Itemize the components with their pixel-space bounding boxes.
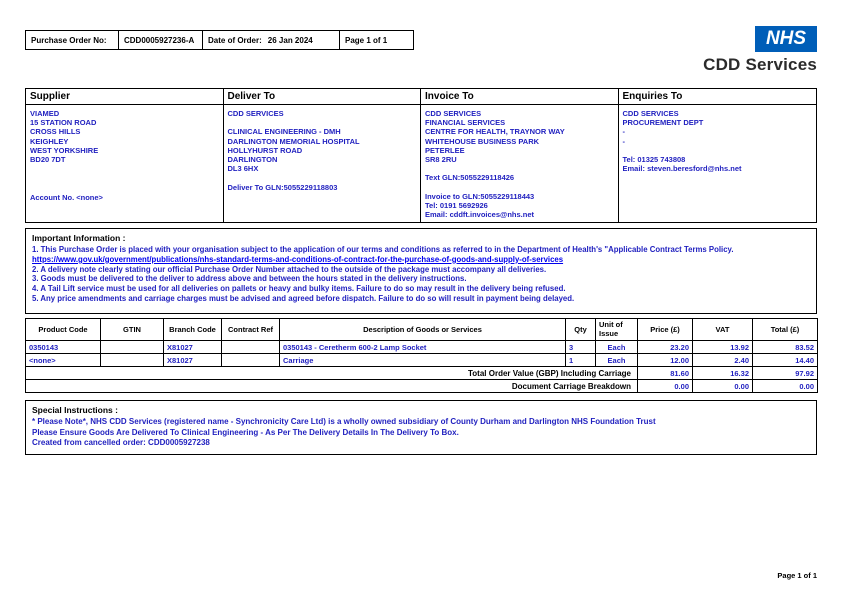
carriage-breakdown-label: Document Carriage Breakdown [26, 380, 638, 393]
terms-link[interactable]: https://www.gov.uk/government/publications/nhs-standard-terms-and-conditions-of-contract-for-the-purchase-of-goods-and-supply-of-services [32, 254, 564, 264]
invoice-to-address [421, 105, 618, 219]
address-line: CENTRE FOR HEALTH, TRAYNOR WAY [425, 127, 565, 137]
supplier-title: Supplier [26, 89, 223, 105]
item-gtin [101, 341, 164, 354]
address-line: VIAMED [30, 109, 60, 118]
brand-block [703, 26, 817, 75]
item-unit: Each [596, 354, 638, 367]
items-header-row [26, 319, 818, 341]
item-qty: 3 [566, 341, 596, 354]
deliver-to-address [224, 105, 421, 192]
carriage-breakdown-row [26, 380, 818, 393]
item-branch-code: X81027 [164, 354, 222, 367]
address-line: SR8 2RU [425, 155, 457, 165]
invoice-phone: Tel: 0191 5692926 [425, 201, 488, 210]
enquiries-to-address [619, 105, 817, 173]
col-contract-ref: Contract Ref [222, 319, 280, 341]
invoice-to-panel [421, 89, 619, 222]
supplier-address [26, 105, 223, 164]
col-vat: VAT [693, 319, 753, 341]
address-table [25, 88, 817, 223]
page-count-cell: Page 1 of 1 [339, 30, 414, 50]
order-date-cell [202, 30, 340, 50]
important-line-3: 3. Goods must be delivered to the deliver to address above and between the hours stated in the delivery instructions. [32, 274, 467, 284]
address-line: FINANCIAL SERVICES [425, 118, 506, 128]
special-instructions-title: Special Instructions : [32, 405, 118, 415]
item-qty: 1 [566, 354, 596, 367]
address-line: KEIGHLEY [30, 136, 69, 146]
carriage-total: 0.00 [753, 380, 818, 393]
deliver-to-panel [224, 89, 422, 222]
address-line: PETERLEE [425, 145, 465, 155]
enquiries-email: Email: steven.beresford@nhs.net [622, 164, 742, 174]
important-line-1: 1. This Purchase Order is placed with your organisation subject to the application of our terms and conditions as referred to in the Department of Health's "Applicable Contract Terms Policy. [32, 245, 734, 254]
col-product-code: Product Code [26, 319, 101, 341]
item-total: 14.40 [753, 354, 818, 367]
address-line: - [622, 127, 625, 137]
address-line: WEST YORKSHIRE [30, 145, 99, 155]
address-line: WHITEHOUSE BUSINESS PARK [425, 136, 540, 146]
address-line [228, 173, 417, 182]
order-total-vat: 16.32 [693, 367, 753, 380]
col-total: Total (£) [753, 319, 818, 341]
org-name: CDD Services [703, 55, 817, 74]
address-line: CROSS HILLS [30, 127, 81, 137]
address-line: BD20 7DT [30, 155, 66, 165]
supplier-account-number: Account No. <none> [30, 193, 103, 202]
item-product-code: 0350143 [26, 341, 101, 354]
carriage-vat: 0.00 [693, 380, 753, 393]
special-line-3: Created from cancelled order: CDD0005927238 [32, 438, 210, 448]
important-line-5: 5. Any price amendments and carriage charges must be advised and agreed before dispatch. Failure to do so will result in payment being delayed. [32, 293, 575, 303]
address-line [425, 164, 614, 173]
address-line: HOLLYHURST ROAD [227, 145, 303, 155]
enquiries-phone: Tel: 01325 743808 [622, 155, 686, 164]
enquiries-to-panel [619, 89, 817, 222]
address-line: DARLINGTON MEMORIAL HOSPITAL [227, 136, 360, 146]
item-vat: 13.92 [693, 341, 753, 354]
order-total-gross: 97.92 [753, 367, 818, 380]
invoice-to-title: Invoice To [421, 89, 618, 105]
col-branch-code: Branch Code [164, 319, 222, 341]
invoice-text-gln: Text GLN:5055229118426 [425, 173, 515, 183]
important-line-2: 2. A delivery note clearly stating our official Purchase Order Number attached to the outside of the package must accompany all deliveries. [32, 264, 547, 274]
item-gtin [101, 354, 164, 367]
item-contract-ref [222, 354, 280, 367]
col-price: Price (£) [638, 319, 693, 341]
item-row [26, 341, 818, 354]
address-line [623, 146, 813, 155]
address-line: CDD SERVICES [622, 109, 679, 118]
address-line: DL3 6HX [227, 164, 259, 174]
po-number-label: Purchase Order No: [25, 30, 119, 50]
col-gtin: GTIN [101, 319, 164, 341]
order-date-value: 26 Jan 2024 [267, 35, 313, 45]
item-total: 83.52 [753, 341, 818, 354]
item-unit: Each [596, 341, 638, 354]
item-row [26, 354, 818, 367]
col-description: Description of Goods or Services [280, 319, 566, 341]
col-qty: Qty [566, 319, 596, 341]
special-line-1: * Please Note*, NHS CDD Services (registered name - Synchronicity Care Ltd) is a wholly owned subsidiary of County Durham and Darlington NHS Foundation Trust [32, 417, 656, 426]
special-instructions-box [25, 400, 817, 455]
important-information-box [25, 228, 817, 314]
address-line: PROCUREMENT DEPT [622, 118, 704, 128]
address-line: DARLINGTON [227, 155, 278, 164]
col-unit-of-issue: Unit of Issue [596, 319, 638, 341]
po-number-value: CDD0005927236-A [118, 30, 203, 50]
deliver-to-gln: Deliver To GLN:5055229118803 [227, 182, 338, 192]
invoice-email: Email: cddft.invoices@nhs.net [425, 210, 534, 220]
order-total-label: Total Order Value (GBP) Including Carriage [26, 367, 638, 380]
nhs-logo: NHS [755, 26, 817, 52]
address-line [425, 183, 614, 192]
item-product-code: <none> [26, 354, 101, 367]
carriage-price: 0.00 [638, 380, 693, 393]
enquiries-to-title: Enquiries To [619, 89, 817, 105]
supplier-panel [26, 89, 224, 222]
footer-page-number: Page 1 of 1 [777, 571, 817, 580]
address-line: - [622, 136, 625, 146]
item-description: Carriage [280, 354, 566, 367]
item-contract-ref [222, 341, 280, 354]
item-branch-code: X81027 [164, 341, 222, 354]
item-price: 23.20 [638, 341, 693, 354]
address-line [228, 118, 417, 127]
order-date-label: Date of Order: [208, 35, 262, 45]
address-line: 15 STATION ROAD [30, 118, 97, 128]
deliver-to-title: Deliver To [224, 89, 421, 105]
address-line: CDD SERVICES [425, 109, 482, 118]
items-table [25, 318, 818, 393]
po-header-bar [25, 30, 414, 50]
important-information-title: Important Information : [32, 233, 126, 243]
address-line: CDD SERVICES [227, 109, 284, 118]
invoice-to-gln: Invoice to GLN:5055229118443 [425, 191, 535, 201]
item-price: 12.00 [638, 354, 693, 367]
order-total-price: 81.60 [638, 367, 693, 380]
item-vat: 2.40 [693, 354, 753, 367]
item-description: 0350143 - Ceretherm 600-2 Lamp Socket [280, 341, 566, 354]
important-line-4: 4. A Tail Lift service must be used for all deliveries on pallets or heavy and bulky items. Failure to do so may result in the delivery being refused. [32, 284, 566, 294]
address-line: CLINICAL ENGINEERING - DMH [227, 127, 341, 137]
order-total-row [26, 367, 818, 380]
special-line-2: Please Ensure Goods Are Delivered To Clinical Engineering - As Per The Delivery Details In The Delivery To Box. [32, 427, 459, 437]
